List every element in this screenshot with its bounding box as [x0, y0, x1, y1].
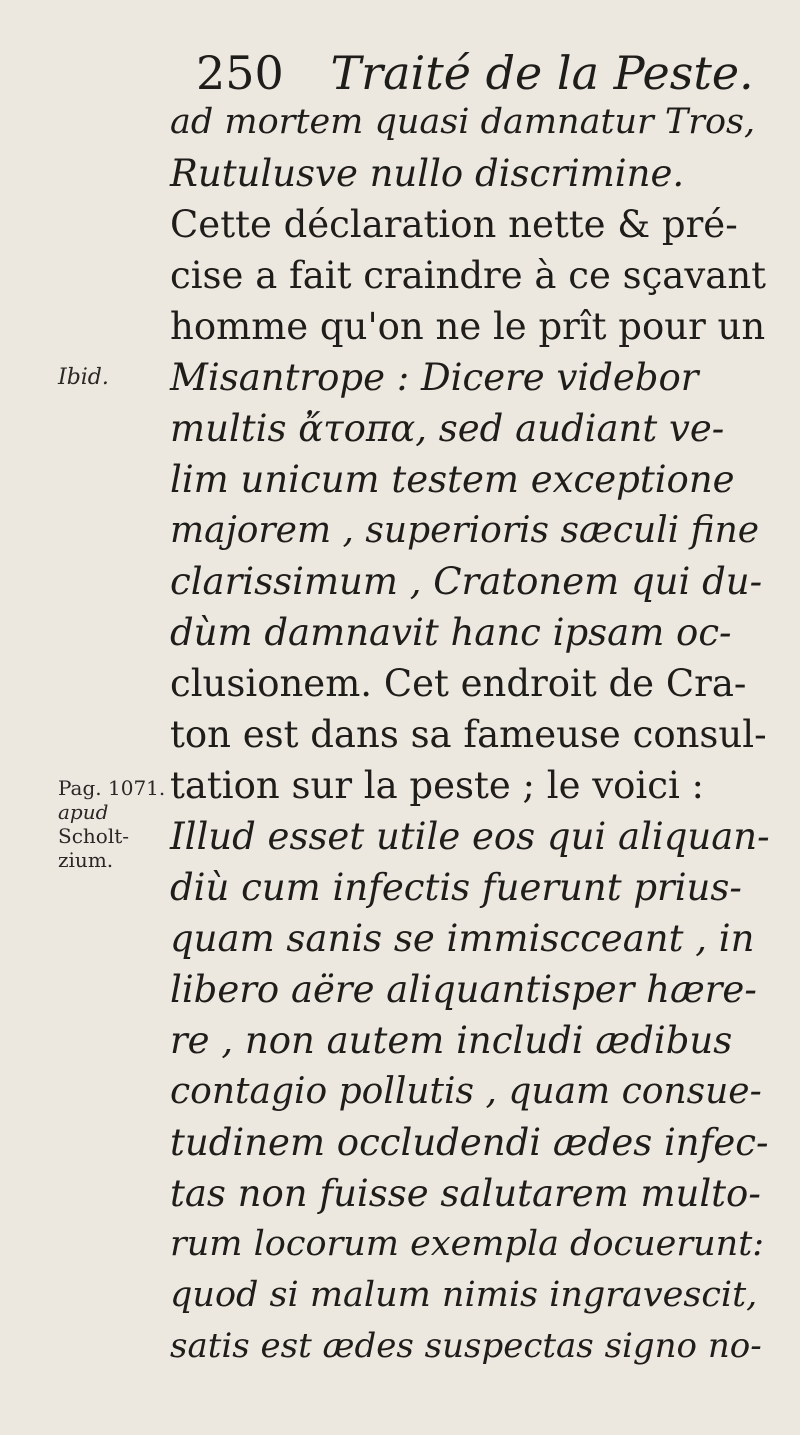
text-line: lim unicum testem exceptione: [170, 458, 735, 501]
text-line: clarissimum , Cratonem qui du-: [170, 560, 763, 603]
running-title: Traité de la Peste.: [330, 46, 754, 100]
text-line: dùm damnavit hanc ipsam oc-: [170, 611, 732, 654]
text-line: tudinem occludendi ædes infec-: [170, 1121, 769, 1164]
text-line: homme qu'on ne le prît pour un: [170, 305, 766, 348]
text-line: Misantrope : Dicere videbor: [170, 356, 699, 399]
text-line: majorem , superioris sæculi fine: [170, 510, 760, 551]
text-line: quam sanis se immiscceant , in: [170, 917, 755, 960]
margin-note-ibid: Ibid.: [58, 365, 109, 390]
text-line: cise a fait craindre à ce sçavant: [170, 254, 767, 297]
page-header: [196, 46, 754, 100]
text-line: clusionem. Cet endroit de Cra-: [170, 662, 747, 705]
text-line: re , non autem includi ædibus: [170, 1019, 733, 1062]
text-line: contagio pollutis , quam consue-: [170, 1071, 762, 1112]
text-line: satis est ædes suspectas signo no-: [170, 1326, 762, 1366]
text-line: tation sur la peste ; le voici :: [170, 764, 705, 807]
margin-note-scholtz-1: Scholt-: [58, 824, 130, 848]
margin-note-reference: [58, 776, 165, 872]
body-text: [170, 97, 770, 1372]
page-number: 250: [196, 46, 284, 100]
text-line: diù cum infectis fuerunt prius-: [170, 866, 742, 909]
text-line: rum locorum exempla docuerunt:: [170, 1224, 765, 1264]
text-line: quod si malum nimis ingravescit,: [170, 1275, 758, 1315]
margin-note-apud: apud: [58, 800, 109, 824]
text-line: tas non fuisse salutarem multo-: [170, 1172, 761, 1215]
text-line: multis ἄτοπα, sed audiant ve-: [170, 407, 725, 450]
text-line: libero aëre aliquantisper hære-: [170, 968, 757, 1011]
text-line: Illud esset utile eos qui aliquan-: [170, 815, 770, 858]
margin-note-scholtz-2: zium.: [58, 848, 114, 872]
text-line: Rutulusve nullo discrimine.: [170, 152, 685, 195]
text-line: ad mortem quasi damnatur Tros,: [170, 102, 756, 142]
text-line: ton est dans sa fameuse consul-: [170, 713, 767, 756]
text-line: Cette déclaration nette & pré-: [170, 203, 738, 246]
margin-note-page-ref: Pag. 1071.: [58, 776, 166, 800]
